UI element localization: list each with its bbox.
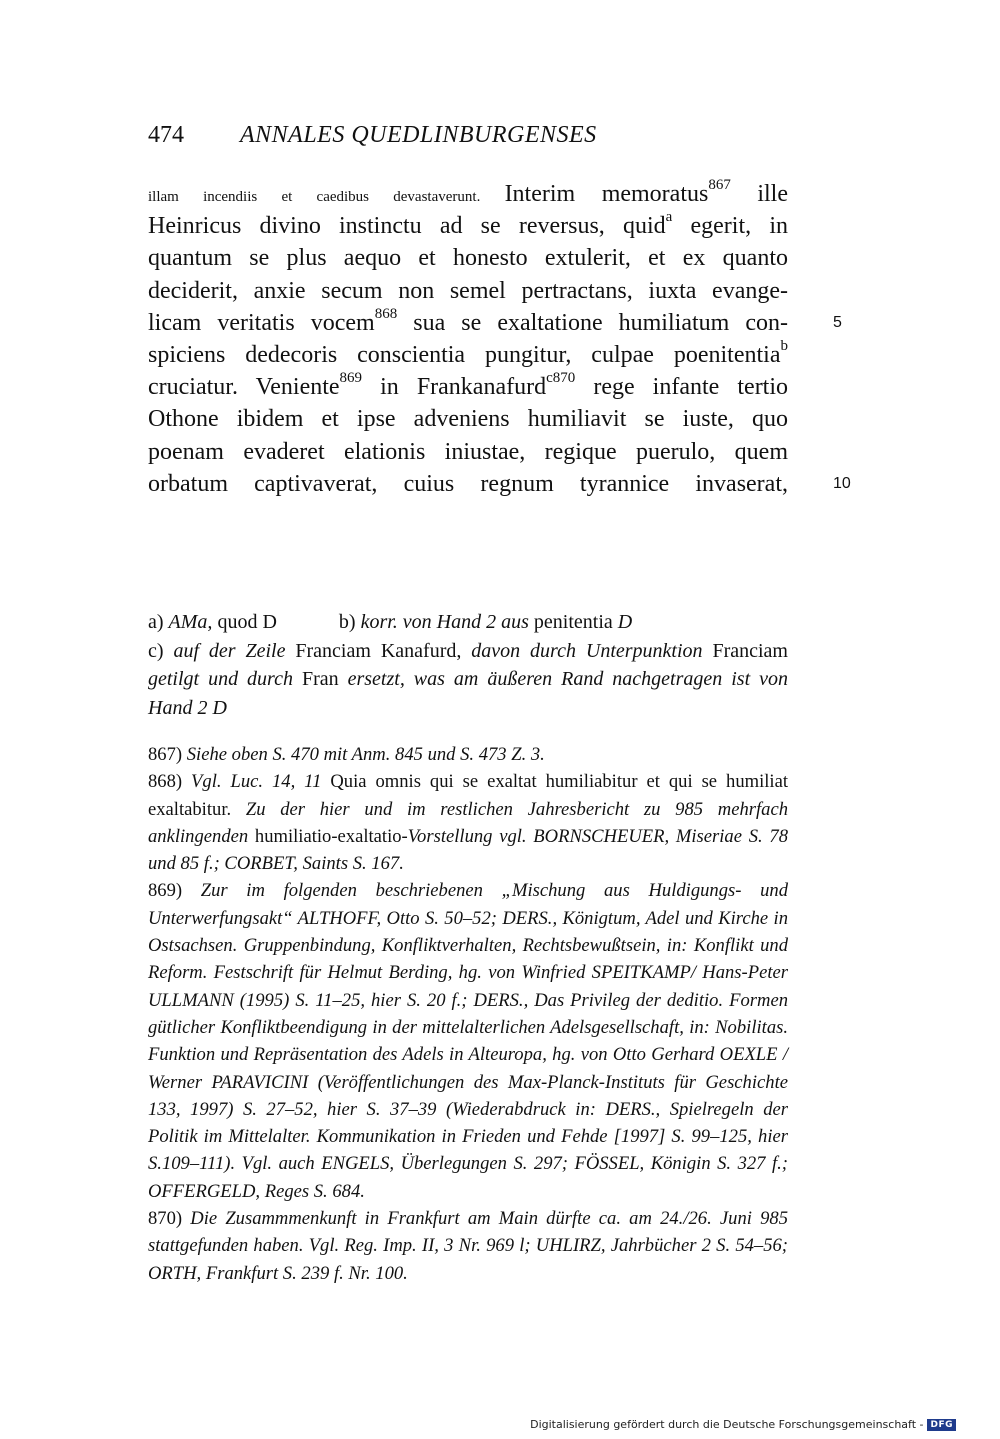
apparatus-entry-c xyxy=(148,637,788,723)
line-text: deciderit, anxie secum non semel pertractans, iuxta evange- xyxy=(148,277,788,304)
apparatus-text: Franciam xyxy=(702,639,788,662)
apparatus-text: quod D xyxy=(212,611,277,633)
page-header xyxy=(148,122,848,156)
line-tail: in Frankanafurd xyxy=(362,374,547,401)
text-line-9 xyxy=(148,436,788,468)
text-line-8 xyxy=(148,403,788,435)
footnote-ref: 868 xyxy=(374,305,398,322)
footnote-italic: Die Zusammmenkunft in Frankfurt am Main dürfte ca. am 24./26. Juni 985 stattgefunden haben. Vgl. Reg. Imp. II, 3 Nr. 969 l; UHLIRZ, Jahrbücher 2 S. 54–56; ORTH, Frankfurt S. 239 f. Nr. 100. xyxy=(148,1208,789,1284)
footnote-italic: Vgl. Luc. 14, 11 xyxy=(191,771,322,793)
text-line-2 xyxy=(148,210,788,242)
footnote-text: Quia omnis qui se exaltat humiliabitur et qui se humiliat exaltabitur. xyxy=(148,771,788,820)
dfg-logo: DFG xyxy=(927,1419,956,1431)
apparatus-ref: a xyxy=(665,209,673,226)
footnote-text: humiliatio-exaltatio- xyxy=(248,825,408,847)
credit-text: Digitalisierung gefördert durch die Deutsche Forschungsgemeinschaft - xyxy=(530,1418,924,1431)
text-line-5 xyxy=(148,305,842,339)
main-text xyxy=(148,177,851,500)
apparatus-text: Fran xyxy=(292,668,348,690)
footnote-870 xyxy=(148,1205,788,1287)
apparatus-label: a) xyxy=(148,611,169,633)
footnote-ref: 869 xyxy=(339,370,363,387)
line-text: Othone ibidem et ipse adveniens humiliavit se iuste, quo xyxy=(148,406,788,433)
line-tail: ille xyxy=(730,181,788,207)
footnote-italic: Siehe oben S. 470 mit Anm. 845 und S. 473 Z. 3. xyxy=(186,744,545,765)
footnote-italic: Vorstellung vgl. BORNSCHEUER, Miseriae S. 78 und 85 f.; CORBET, Saints S. 167. xyxy=(148,825,788,875)
footnote-867 xyxy=(148,741,788,768)
footnote-label: 868) xyxy=(148,771,192,793)
line-tail: egerit, in xyxy=(672,213,788,240)
running-title: ANNALES QUEDLINBURGENSES xyxy=(240,122,597,148)
line-small-text: illam incendiis et caedibus devastaverunt. xyxy=(148,189,505,205)
line-text: spiciens dedecoris conscientia pungitur, culpae poenitentia xyxy=(148,341,781,368)
footnote-label: 869) xyxy=(148,880,201,902)
apparatus-label: b) xyxy=(338,611,361,633)
line-tail: rege infante tertio xyxy=(575,374,789,401)
apparatus-italic: davon durch Unterpunktion xyxy=(471,639,703,662)
footnote-label: 870) xyxy=(148,1208,191,1230)
apparatus-italic: getilgt und durch xyxy=(148,668,293,690)
page-number: 474 xyxy=(148,122,184,148)
text-line-1 xyxy=(148,178,788,210)
footnote-869 xyxy=(148,877,788,1205)
apparatus-text: penitentia xyxy=(528,611,618,633)
footnote-label: 867) xyxy=(148,744,187,765)
line-text: Heinricus divino instinctu ad se reversus, quid xyxy=(148,213,666,240)
line-text: cruciatur. Veniente xyxy=(148,374,340,401)
apparatus-italic: D xyxy=(617,611,633,633)
footnote-ref: c870 xyxy=(546,370,576,387)
footnote-italic: Zur im folgenden beschriebenen „Mischung aus Huldigungs- und Unterwerfungsakt“ ALTHOFF, Otto S. 50–52; DERS., Königtum, Adel und Kirche in Ostsachsen. Gruppenbindung, Konfliktverhalten, Rechtsbewußtsein, in: Konflikt und Reform. Festschrift für Helmut Berding, hg. von Winfried SPEITKAMP/ Hans-Peter ULLMANN (1995) S. 11–25, hier S. 20 f.; DERS., Das Privileg der deditio. Formen gütlicher Konfliktbeendigung in der mittelalterlichen Adelsgesellschaft, in: Nobilitas. Funktion und Repräsentation des Adels in Alteuropa, hg. von Otto Gerhard OEXLE / Werner PARAVICINI (Veröffentlichungen des Max-Planck-Instituts für Geschichte 133, 1997) S. 27–52, hier S. 37–39 (Wiederabdruck in: DERS., Spielregeln der Politik im Mittelalter. Kommunikation in Frieden und Fehde [1997] S. 99–125, hier S.109–111). Vgl. auch ENGELS, Überlegungen S. 297; FÖSSEL, Königin S. 327 f.; OFFERGELD, Reges S. 684. xyxy=(148,880,789,1202)
apparatus-text: Franciam Kanafurd, xyxy=(285,639,472,662)
footnote-868 xyxy=(148,768,788,877)
footnote-ref: 867 xyxy=(708,177,731,193)
apparatus-italic: auf der Zeile xyxy=(173,639,286,662)
line-text: licam veritatis vocem xyxy=(148,309,375,336)
apparatus-ref: b xyxy=(780,337,788,354)
line-number: 10 xyxy=(833,474,851,492)
apparatus-label: c) xyxy=(148,639,174,662)
line-tail: sua se exaltatione humiliatum con- xyxy=(397,309,788,336)
text-line-6 xyxy=(148,339,788,371)
footnote-italic: Zu der hier und im restlichen Jahresbericht zu 985 mehrfach anklingenden xyxy=(148,798,789,847)
line-number: 5 xyxy=(833,313,842,331)
text-line-7 xyxy=(148,371,788,403)
apparatus-italic: AMa, xyxy=(168,611,213,633)
line-text: Interim memoratus xyxy=(504,181,709,207)
critical-apparatus xyxy=(148,608,788,722)
text-line-4 xyxy=(148,275,788,307)
apparatus-entry-ab xyxy=(148,608,788,637)
text-line-3 xyxy=(148,242,788,274)
apparatus-italic: ersetzt, was am äußeren Rand nachgetragen ist von Hand 2 D xyxy=(148,668,788,719)
text-line-10 xyxy=(148,468,851,500)
line-text: orbatum captivaverat, cuius regnum tyrannice invaserat, xyxy=(148,470,788,497)
digitization-credit xyxy=(530,1418,956,1431)
line-text: quantum se plus aequo et honesto extulerit, et ex quanto xyxy=(148,245,788,272)
apparatus-italic: korr. von Hand 2 aus xyxy=(360,611,529,633)
footnotes xyxy=(148,741,788,1287)
line-text: poenam evaderet elationis iniustae, regique puerulo, quem xyxy=(148,438,788,465)
